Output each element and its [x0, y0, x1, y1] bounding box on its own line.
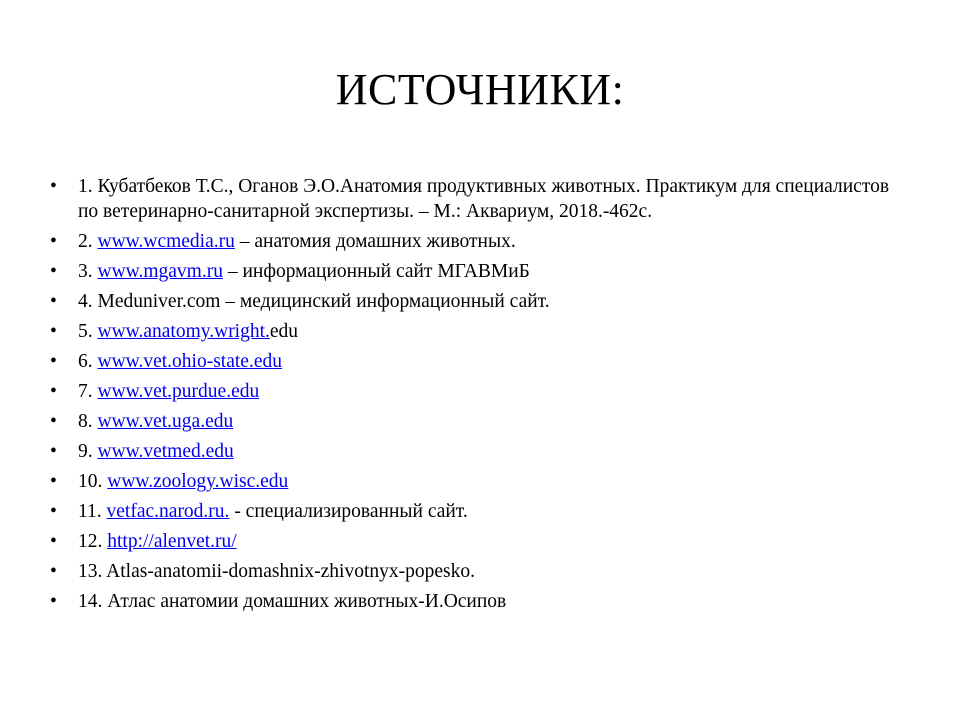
source-link[interactable]: www.mgavm.ru: [97, 261, 223, 282]
source-link[interactable]: www.vet.ohio-state.edu: [97, 351, 282, 372]
source-text: 4. Meduniver.com – медицинский информационный сайт.: [78, 291, 550, 312]
source-text: 2.: [78, 231, 98, 252]
slide-title: ИСТОЧНИКИ:: [335, 65, 625, 114]
source-description: - специализированный сайт.: [229, 501, 468, 522]
bullet: •: [50, 441, 57, 462]
source-item: [50, 379, 910, 404]
bullet: •: [50, 321, 57, 342]
source-item: [50, 559, 910, 584]
source-item: [50, 499, 910, 524]
bullet: •: [50, 261, 57, 282]
source-link[interactable]: www.anatomy.wright.: [97, 321, 270, 342]
source-item: [50, 469, 910, 494]
bullet: •: [50, 291, 57, 312]
bullet: •: [50, 351, 57, 372]
source-text: 9.: [78, 441, 98, 462]
source-item: [50, 229, 910, 254]
source-description: edu: [269, 321, 299, 342]
source-item: [50, 289, 910, 314]
source-item: [50, 589, 910, 614]
source-text: 3.: [78, 261, 98, 282]
source-link[interactable]: www.vetmed.edu: [97, 441, 234, 462]
source-link[interactable]: www.vet.purdue.edu: [97, 381, 260, 402]
source-link[interactable]: vetfac.narod.ru.: [106, 501, 230, 522]
source-link[interactable]: www.wcmedia.ru: [97, 231, 235, 252]
source-text: 5.: [78, 321, 98, 342]
bullet: •: [50, 501, 57, 522]
source-text: 7.: [78, 381, 98, 402]
source-item: [50, 319, 910, 344]
bullet: •: [50, 561, 57, 582]
source-text: 12.: [78, 531, 108, 552]
bullet: •: [50, 381, 57, 402]
sources-list: [50, 174, 910, 619]
source-item: [50, 349, 910, 374]
source-link[interactable]: www.vet.uga.edu: [97, 411, 234, 432]
source-item: [50, 259, 910, 284]
source-text: 14. Атлас анатомии домашних животных-И.Осипов: [78, 591, 507, 612]
source-item: [50, 174, 910, 224]
source-text: 13. Atlas-anatomii-domashnix-zhivotnyx-popesko.: [78, 561, 475, 582]
source-description: – анатомия домашних животных.: [234, 231, 516, 252]
source-text: 11.: [78, 501, 107, 522]
bullet: •: [50, 471, 57, 492]
source-item: [50, 439, 910, 464]
bullet: •: [50, 176, 57, 197]
source-text: 8.: [78, 411, 98, 432]
source-text: 6.: [78, 351, 98, 372]
bullet: •: [50, 411, 57, 432]
source-text: 1. Кубатбеков Т.С., Оганов Э.О.Анатомия продуктивных животных. Практикум для специалистов по ветеринарно-санитарной экспертизы. – М.: Аквариум, 2018.-462с.: [78, 176, 890, 222]
source-link[interactable]: www.zoology.wisc.edu: [107, 471, 289, 492]
source-link[interactable]: http://alenvet.ru/: [107, 531, 237, 552]
source-description: – информационный сайт МГАВМиБ: [222, 261, 530, 282]
source-text: 10.: [78, 471, 108, 492]
source-item: [50, 409, 910, 434]
bullet: •: [50, 591, 57, 612]
bullet: •: [50, 231, 57, 252]
bullet: •: [50, 531, 57, 552]
source-item: [50, 529, 910, 554]
